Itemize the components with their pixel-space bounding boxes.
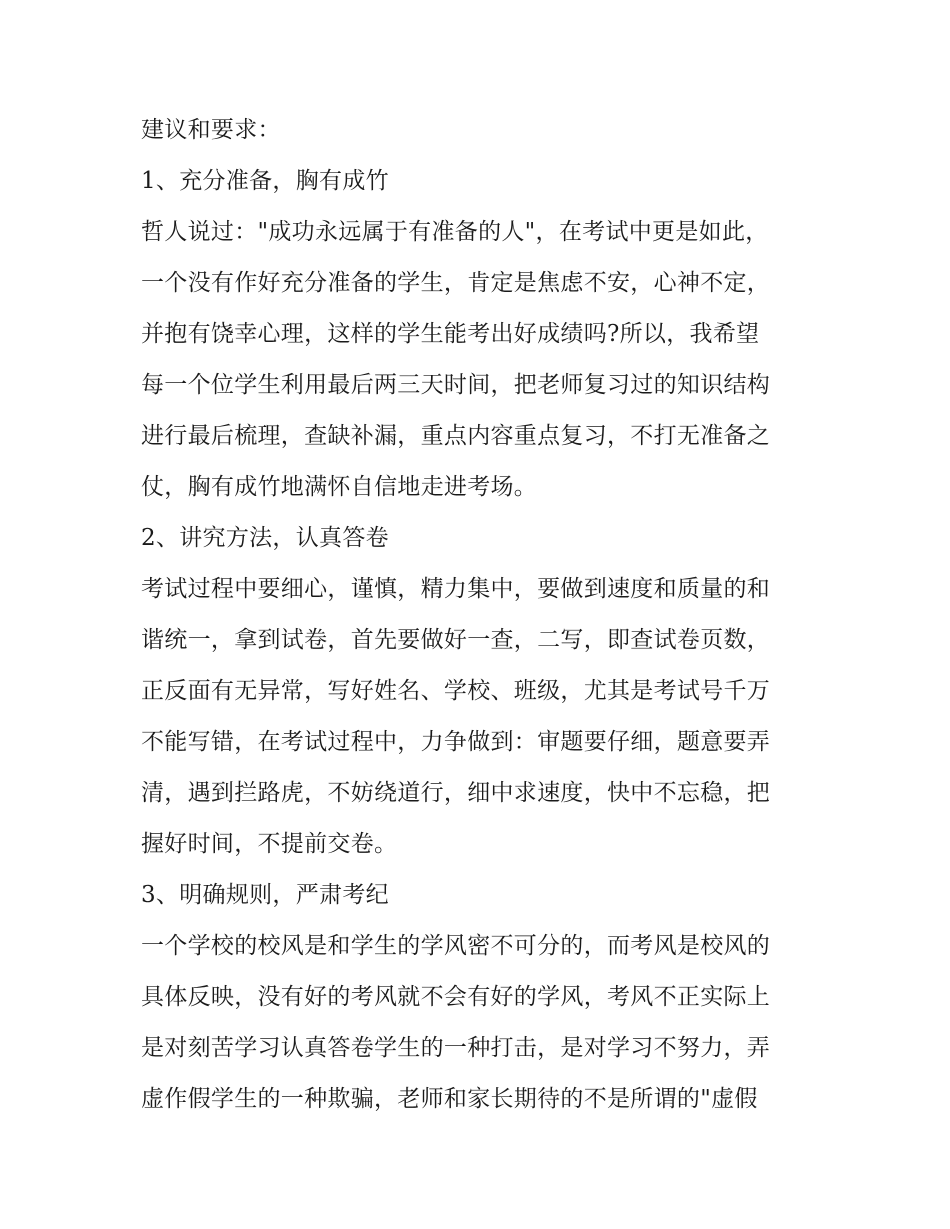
paragraph-line: 仗，胸有成竹地满怀自信地走进考场。 [141,474,538,500]
paragraph-line: 是对刻苦学习认真答卷学生的一种打击，是对学习不努力，弄 [141,1035,771,1061]
document-body [141,105,821,1125]
paragraph-line: 虚作假学生的一种欺骗，老师和家长期待的不是所谓的"虚假 [141,1086,758,1112]
paragraph-line: 每一个位学生利用最后两三天时间，把老师复习过的知识结构 [141,372,771,398]
paragraph-line: 哲人说过："成功永远属于有准备的人"，在考试中更是如此， [141,219,769,245]
paragraph-line: 一个没有作好充分准备的学生，肯定是焦虑不安，心神不定， [141,270,771,296]
subsection-heading-2: 2、讲究方法，认真答卷 [141,525,389,551]
subsection-heading-1: 1、充分准备，胸有成竹 [141,168,389,194]
subsection-heading-3: 3、明确规则，严肃考纪 [141,882,389,908]
paragraph-line: 清，遇到拦路虎，不妨绕道行，细中求速度，快中不忘稳，把 [141,780,771,806]
paragraph-line: 正反面有无异常，写好姓名、学校、班级，尤其是考试号千万 [141,678,771,704]
paragraph-line: 具体反映，没有好的考风就不会有好的学风，考风不正实际上 [141,984,771,1010]
paragraph-line: 考试过程中要细心，谨慎，精力集中，要做到速度和质量的和 [141,576,771,602]
paragraph-line: 不能写错，在考试过程中，力争做到：审题要仔细，题意要弄 [141,729,771,755]
paragraph-line: 一个学校的校风是和学生的学风密不可分的，而考风是校风的 [141,933,771,959]
section-heading: 建议和要求： [141,117,281,143]
paragraph-line: 握好时间，不提前交卷。 [141,831,398,857]
paragraph-line: 谐统一，拿到试卷，首先要做好一查，二写，即查试卷页数， [141,627,771,653]
paragraph-line: 进行最后梳理，查缺补漏，重点内容重点复习，不打无准备之 [141,423,771,449]
paragraph-line: 并抱有饶幸心理，这样的学生能考出好成绩吗?所以，我希望 [141,321,760,347]
